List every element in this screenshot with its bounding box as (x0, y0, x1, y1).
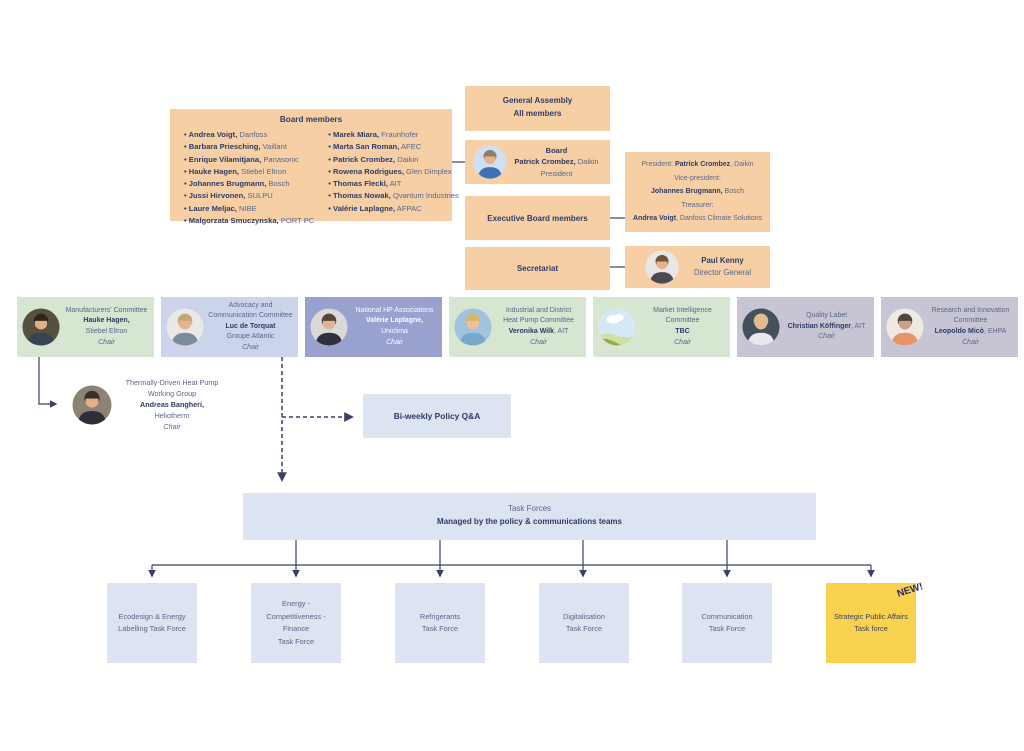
text-line: • Thomas Nowak, Qvantum Industries (328, 190, 459, 202)
text-line: • Marek Miara, Fraunhofer (328, 129, 459, 141)
committee-text (350, 306, 439, 348)
text-line: Chair (818, 333, 835, 341)
board-members-box (170, 109, 459, 226)
text-line: Task force (854, 624, 888, 633)
working-group-box (64, 372, 232, 437)
text-line: Strategic Public Affairs (834, 611, 908, 621)
task-force-card (682, 583, 772, 663)
text-line: Johannes Brugmann, Bosch (651, 188, 744, 195)
text-line: • Andrea Voigt, Danfoss (184, 129, 314, 141)
committee-card (737, 297, 874, 357)
committee-chair-photo (454, 308, 492, 346)
text-line: • Malgorzata Smuczynska, PORT PC (184, 215, 314, 227)
text-line: Research and Innovation (931, 306, 1010, 314)
task-forces-header-box (243, 493, 816, 540)
text-line: Market Intelligence (653, 306, 712, 314)
policy-qa-box (363, 394, 511, 438)
text-line: Paul Kenny (701, 256, 744, 265)
text-line: National HP Associations (355, 306, 434, 314)
committee-text (638, 306, 727, 348)
policy-qa-label: Bi-weekly Policy Q&A (393, 411, 481, 421)
text-line: Manufacturers' Committee (65, 306, 148, 314)
text-line: Task Force (277, 636, 315, 646)
text-line: Advocacy and (228, 301, 273, 309)
text-line: Communication Committee (208, 312, 293, 320)
text-line: Task Force (421, 624, 459, 633)
text-line: Refrigerants (419, 611, 461, 621)
text-line: • Thomas Fleckl, AIT (328, 178, 459, 190)
committee-card (17, 297, 154, 357)
board-members-columns (170, 129, 459, 227)
committee-text (62, 306, 151, 348)
committee-card (881, 297, 1018, 357)
committee-text (494, 306, 583, 348)
text-line: Task Force (565, 624, 603, 633)
text-line: • Jussi Hirvonen, SULPU (184, 190, 314, 202)
text-line: Chair (962, 338, 979, 346)
board-members-column-1 (170, 129, 314, 227)
general-assembly-line2: All members (513, 109, 562, 118)
task-force-card (251, 583, 341, 663)
text-line: Groupe Atlantic (226, 333, 275, 341)
general-assembly-box (465, 86, 610, 131)
text-line: Christian Köffinger, AIT (787, 322, 866, 330)
board-box-text (507, 145, 606, 180)
text-line: Communication (701, 611, 753, 621)
text-line: Chair (242, 343, 259, 351)
text-line: • Johannes Brugmann, Bosch (184, 178, 314, 190)
board-box (465, 140, 610, 184)
committee-card (593, 297, 730, 357)
text-line: Andreas Bangheri, (140, 400, 204, 409)
director-general-text (679, 255, 766, 279)
committee-chair-photo (166, 308, 204, 346)
text-line: • Valérie Laplagne, AFPAC (328, 203, 459, 215)
text-line: Working Group (147, 389, 197, 398)
text-line: Heat Pump Committee (503, 317, 574, 325)
text-line: Industrial and District (505, 306, 572, 314)
committee-text (782, 311, 871, 343)
text-line: Committee (665, 317, 700, 325)
task-force-card (107, 583, 197, 663)
text-line: Uniclima (381, 328, 408, 335)
task-forces-title: Task Forces (507, 504, 552, 513)
text-line: Labelling Task Force (118, 624, 186, 633)
text-line: President: Patrick Crombez, Daikin (641, 161, 754, 168)
secretariat-box (465, 247, 610, 290)
text-line: • Marta San Roman, AFEC (328, 141, 459, 153)
text-line: Andrea Voigt, Danfoss Climate Solutions (632, 215, 763, 222)
text-line: • Rowena Rodrigues, Glen Dimplex (328, 166, 459, 178)
board-members-title: Board members (279, 115, 343, 124)
text-line: Chair (163, 422, 181, 431)
text-line: Finance (282, 624, 310, 633)
executive-board-label: Executive Board members (487, 213, 588, 223)
committee-card (161, 297, 298, 357)
executive-board-box (465, 196, 610, 240)
board-members-column-2 (314, 129, 459, 227)
committee-chair-photo (742, 308, 780, 346)
text-line: Chair (98, 338, 115, 346)
committee-card (305, 297, 442, 357)
text-line: TBC (675, 328, 690, 335)
text-line: Thermally-Driven Heat Pump (125, 378, 219, 387)
text-line: Chair (386, 338, 403, 346)
committee-chair-photo (886, 308, 924, 346)
text-line: Stiebel Eltron (85, 328, 128, 335)
committee-card (449, 297, 586, 357)
text-line: Chair (530, 338, 547, 346)
text-line: Director General (693, 268, 752, 277)
text-line: Ecodesign & Energy (118, 611, 186, 621)
text-line: Committee (953, 317, 988, 325)
landscape-icon (598, 308, 636, 346)
committee-chair-photo (310, 308, 348, 346)
text-line: Energy - (282, 599, 310, 608)
secretariat-label: Secretariat (516, 264, 559, 273)
text-line: Valérie Laplagne, (365, 317, 424, 325)
text-line: President (540, 168, 573, 178)
text-line: Veronika Wilk, AIT (508, 328, 569, 335)
text-line: Board (545, 145, 568, 155)
director-general-box (625, 246, 770, 288)
text-line: • Laure Meljac, NIBE (184, 203, 314, 215)
text-line: Patrick Crombez, Daikin (514, 157, 599, 167)
working-group-text (116, 377, 228, 432)
committee-text (206, 301, 295, 354)
committee-text (926, 306, 1015, 348)
text-line: Heliotherm (154, 411, 190, 420)
text-line: Digitalisation (563, 611, 605, 621)
task-force-card (539, 583, 629, 663)
task-force-card (395, 583, 485, 663)
committee-chair-photo (22, 308, 60, 346)
text-line: • Hauke Hagen, Stiebel Eltron (184, 166, 314, 178)
text-line: • Barbara Priesching, Vaillant (184, 141, 314, 153)
text-line: Leopoldo Micò, EHPA (934, 328, 1007, 335)
task-forces-subtitle: Managed by the policy & communications teams (437, 517, 622, 526)
text-line: Competitiveness - (266, 611, 326, 621)
text-line: • Enrique Vilamitjana, Panasonic (184, 154, 314, 166)
task-force-card (826, 581, 925, 663)
text-line: Luc de Torquat (225, 322, 276, 330)
text-line: Task Force (708, 624, 746, 633)
executive-detail-box (625, 152, 770, 232)
new-badge: NEW! (896, 581, 925, 600)
text-line: Vice-president: (674, 174, 721, 182)
president-photo (473, 145, 507, 179)
text-line: Treasurer: (681, 201, 714, 209)
general-assembly-line1: General Assembly (502, 96, 573, 105)
director-general-photo (645, 250, 679, 284)
working-group-chair-photo (72, 385, 112, 425)
text-line: Hauke Hagen, (83, 317, 130, 325)
text-line: Quality Label (806, 312, 847, 320)
text-line: • Patrick Crombez, Daikin (328, 154, 459, 166)
text-line: Chair (674, 338, 691, 346)
